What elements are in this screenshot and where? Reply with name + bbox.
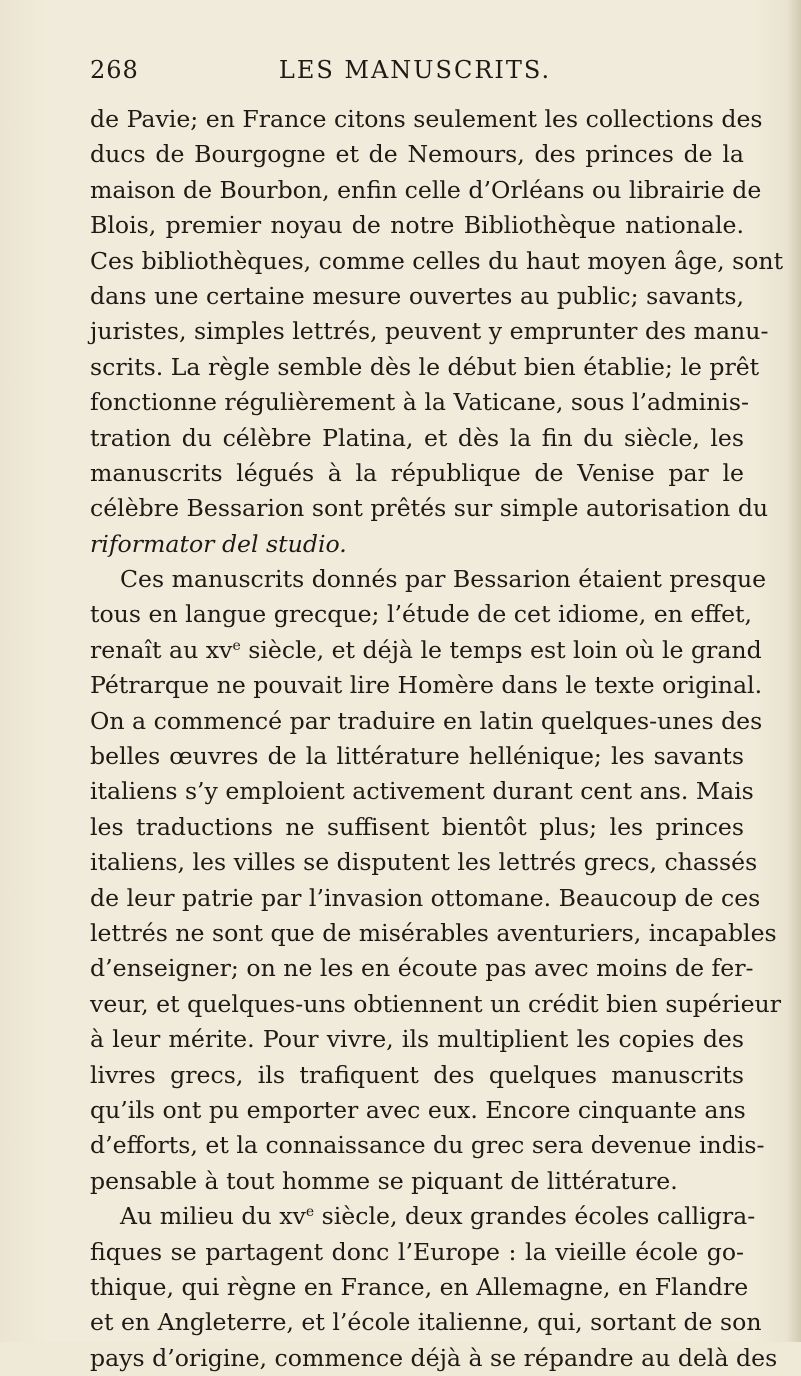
text-line: d’efforts, et la connaissance du grec sera devenue indis-	[90, 1131, 765, 1160]
text-line: de Pavie; en France citons seulement les collections des	[90, 105, 763, 133]
text-line: maison de Bourbon, enfin celle d’Orléans ou librairie de	[90, 175, 762, 204]
text-line: juristes, simples lettrés, peuvent y emprunter des manu-	[90, 317, 769, 346]
text-line-italic: riformator del studio.	[90, 529, 347, 558]
text-line-with-superscript	[90, 633, 762, 668]
text-line: belles œuvres de la littérature hellénique; les savants	[90, 742, 744, 771]
text-fragment: Au milieu du xv	[120, 1202, 306, 1231]
page-edge-shadow	[787, 0, 801, 1342]
text-line: et en Angleterre, et l’école italienne, qui, sortant de son	[90, 1308, 762, 1337]
page-number: 268	[90, 56, 139, 84]
superscript: e	[305, 1204, 315, 1221]
text-line: pays d’origine, commence déjà à se répandre au delà des	[90, 1343, 778, 1372]
text-line: livres grecs, ils trafiquent des quelques manuscrits	[90, 1060, 744, 1089]
text-line: lettrés ne sont que de misérables aventuriers, incapables	[90, 918, 777, 947]
text-fragment: renaît au xv	[90, 635, 233, 664]
text-line: à leur mérite. Pour vivre, ils multiplient les copies des	[90, 1025, 744, 1054]
text-fragment: siècle, deux grandes écoles calligra-	[314, 1202, 756, 1231]
text-line: italiens s’y emploient activement durant cent ans. Mais	[90, 777, 754, 806]
text-line: les traductions ne suffisent bientôt plus; les princes	[90, 812, 744, 841]
text-line: fiques se partagent donc l’Europe : la vieille école go-	[90, 1237, 744, 1266]
text-line: d’enseigner; on ne les en écoute pas avec moins de fer-	[90, 954, 754, 983]
text-line: scrits. La règle semble dès le début bien établie; le prêt	[90, 352, 760, 381]
text-fragment: siècle, et déjà le temps est loin où le grand	[240, 635, 762, 664]
text-line: de leur patrie par l’invasion ottomane. Beaucoup de ces	[90, 883, 761, 912]
superscript: e	[232, 637, 241, 654]
text-line: tration du célèbre Platina, et dès la fin du siècle, les	[90, 423, 744, 452]
text-line-with-superscript	[90, 1199, 756, 1234]
body-text	[90, 102, 784, 1376]
text-line: Pétrarque ne pouvait lire Homère dans le texte original.	[90, 671, 763, 700]
text-line: pensable à tout homme se piquant de littérature.	[90, 1166, 678, 1195]
text-line: ducs de Bourgogne et de Nemours, des princes de la	[90, 140, 744, 169]
text-line: italiens, les villes se disputent les lettrés grecs, chassés	[90, 848, 758, 877]
text-line: dans une certaine mesure ouvertes au public; savants,	[90, 281, 744, 310]
text-line: Ces bibliothèques, comme celles du haut moyen âge, sont	[90, 246, 784, 275]
text-line: manuscrits légués à la république de Venise par le	[90, 458, 744, 487]
text-line: tous en langue grecque; l’étude de cet idiome, en effet,	[90, 600, 753, 629]
text-line: qu’ils ont pu emporter avec eux. Encore cinquante ans	[90, 1095, 746, 1124]
text-line: Blois, premier noyau de notre Bibliothèque nationale.	[90, 211, 744, 240]
text-line: thique, qui règne en France, en Allemagne, en Flandre	[90, 1272, 749, 1301]
text-line: célèbre Bessarion sont prêtés sur simple autorisation du	[90, 494, 769, 523]
text-line: Ces manuscrits donnés par Bessarion étaient presque	[120, 565, 767, 594]
running-title: LES MANUSCRITS.	[278, 56, 552, 84]
text-line: fonctionne régulièrement à la Vaticane, sous l’adminis-	[90, 388, 749, 417]
page-header	[90, 56, 740, 96]
text-line: On a commencé par traduire en latin quelques-unes des	[90, 706, 763, 735]
text-line: veur, et quelques-uns obtiennent un crédit bien supérieur	[90, 989, 782, 1018]
